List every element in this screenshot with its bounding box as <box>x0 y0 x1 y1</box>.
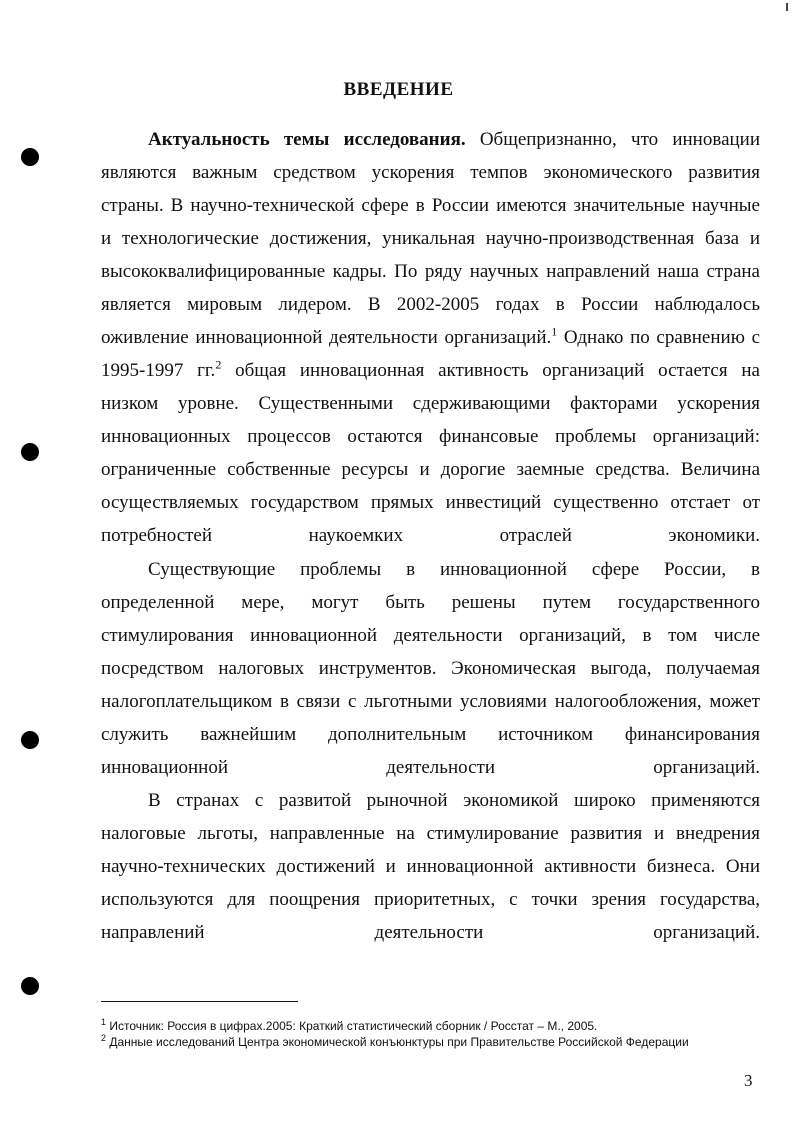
text-line: налогоплательщиком в связи с льготными условиями налогообложения, может <box>101 691 760 712</box>
text-line: используются для поощрения приоритетных, с точки зрения государства, <box>101 889 760 910</box>
paragraph-problems <box>101 553 760 784</box>
text-line: ограниченные собственные ресурсы и дорогие заемные средства. Величина <box>101 459 760 480</box>
text-fragment: Общепризнанно, что инновации <box>479 129 760 150</box>
text-fragment: 1995-1997 гг. <box>101 360 216 381</box>
footnote-1 <box>101 1018 689 1034</box>
footnote-separator <box>101 1001 298 1002</box>
text-line <box>101 354 760 387</box>
footnote-mark: 2 <box>101 1033 107 1043</box>
text-line: налоговые льготы, направленные на стимулирование развития и внедрения <box>101 823 760 844</box>
scan-edge-mark <box>786 3 788 11</box>
text-line: инновационной деятельности организаций. <box>101 757 760 778</box>
text-line: страны. В научно-технической сфере в России имеются значительные научные <box>101 195 760 216</box>
text-line: научно-технических достижений и инновационной активности бизнеса. Они <box>101 856 760 877</box>
page-number: 3 <box>744 1071 753 1090</box>
footnote-ref-1[interactable]: 1 <box>551 324 558 339</box>
text-line <box>101 321 760 354</box>
text-line: В странах с развитой рыночной экономикой широко применяются <box>148 790 760 811</box>
footnote-ref-2[interactable]: 2 <box>215 357 222 372</box>
text-line: осуществляемых государством прямых инвестиций существенно отстает от <box>101 492 760 513</box>
text-line: направлений деятельности организаций. <box>101 922 760 943</box>
lead-phrase: Актуальность темы исследования. <box>148 129 466 150</box>
text-line: инновационных процессов остаются финансовые проблемы организаций: <box>101 426 760 447</box>
page-title: ВВЕДЕНИЕ <box>343 79 454 100</box>
paragraph-relevance <box>101 123 760 552</box>
binder-hole-2 <box>21 443 39 461</box>
text-line: высококвалифицированные кадры. По ряду научных направлений наша страна <box>101 261 760 282</box>
text-line: являются важным средством ускорения темпов экономического развития <box>101 162 760 183</box>
text-line: служить важнейшим дополнительным источником финансирования <box>101 724 760 745</box>
text-line: посредством налоговых инструментов. Экономическая выгода, получаемая <box>101 658 760 679</box>
binder-hole-1 <box>21 148 39 166</box>
text-fragment: Однако по сравнению с <box>563 327 760 348</box>
footnote-mark: 1 <box>101 1017 107 1027</box>
text-line <box>101 123 760 156</box>
text-fragment: общая инновационная активность организаций остается на <box>235 360 760 381</box>
footnotes <box>101 1018 689 1050</box>
footnote-text: Данные исследований Центра экономической конъюнктуры при Правительстве Российской Федерации <box>109 1035 689 1049</box>
text-line: стимулирования инновационной деятельности организаций, в том числе <box>101 625 760 646</box>
text-line: низком уровне. Существенными сдерживающими факторами ускорения <box>101 393 760 414</box>
text-line: и технологические достижения, уникальная научно-производственная база и <box>101 228 760 249</box>
text-line: потребностей наукоемких отраслей экономики. <box>101 525 760 546</box>
footnote-text: Источник: Россия в цифрах.2005: Краткий статистический сборник / Росстат – М., 2005. <box>109 1019 598 1033</box>
paragraph-tax-benefits <box>101 784 760 949</box>
text-line: Существующие проблемы в инновационной сфере России, в <box>148 559 760 580</box>
text-line: является мировым лидером. В 2002-2005 годах в России наблюдалось <box>101 294 760 315</box>
binder-hole-4 <box>21 977 39 995</box>
text-fragment: оживление инновационной деятельности организаций. <box>101 327 552 348</box>
footnote-2 <box>101 1034 689 1050</box>
binder-hole-3 <box>21 731 39 749</box>
text-line: определенной мере, могут быть решены путем государственного <box>101 592 760 613</box>
